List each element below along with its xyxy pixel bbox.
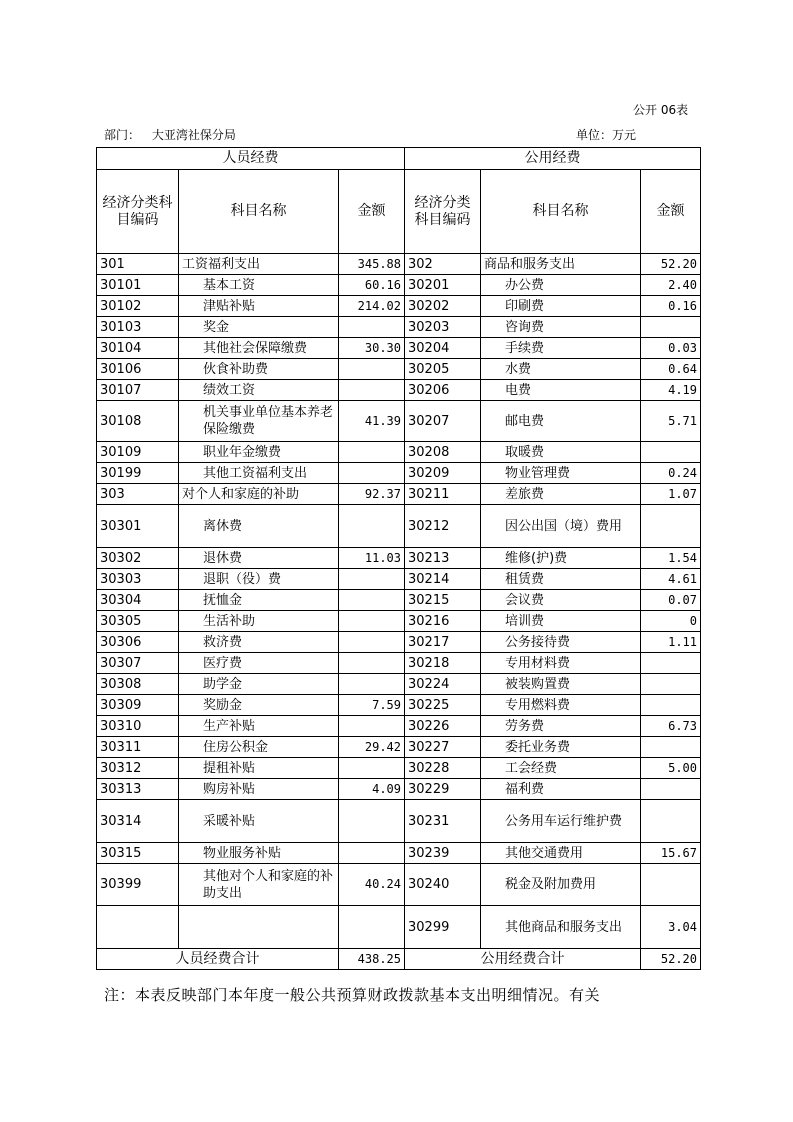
right-code: 30204 xyxy=(405,338,481,359)
right-name: 培训费 xyxy=(481,611,641,632)
right-code: 30228 xyxy=(405,758,481,779)
right-amount xyxy=(641,505,701,548)
table-row xyxy=(97,296,701,317)
left-amount: 60.16 xyxy=(339,275,405,296)
left-amount: 40.24 xyxy=(339,864,405,906)
left-name: 医疗费 xyxy=(179,653,339,674)
left-name: 工资福利支出 xyxy=(179,254,339,275)
left-name: 退职（役）费 xyxy=(179,569,339,590)
right-amount: 0.64 xyxy=(641,359,701,380)
left-code: 30101 xyxy=(97,275,179,296)
left-code: 30103 xyxy=(97,317,179,338)
right-amount xyxy=(641,674,701,695)
left-code: 30304 xyxy=(97,590,179,611)
right-name: 劳务费 xyxy=(481,716,641,737)
right-name: 福利费 xyxy=(481,779,641,800)
right-code: 302 xyxy=(405,254,481,275)
left-amount xyxy=(339,611,405,632)
right-name: 电费 xyxy=(481,380,641,401)
right-code: 30209 xyxy=(405,463,481,484)
left-code: 30312 xyxy=(97,758,179,779)
right-amount: 0.07 xyxy=(641,590,701,611)
left-name: 生产补贴 xyxy=(179,716,339,737)
department-label: 部门： xyxy=(104,128,141,142)
right-code: 30215 xyxy=(405,590,481,611)
left-name: 奖励金 xyxy=(179,695,339,716)
right-name: 专用燃料费 xyxy=(481,695,641,716)
left-name: 其他对个人和家庭的补助支出 xyxy=(179,864,339,906)
total-personnel-amount: 438.25 xyxy=(339,949,405,970)
left-code: 301 xyxy=(97,254,179,275)
right-amount: 5.71 xyxy=(641,401,701,442)
left-name: 助学金 xyxy=(179,674,339,695)
table-row xyxy=(97,505,701,548)
left-name: 退休费 xyxy=(179,548,339,569)
left-amount xyxy=(339,442,405,463)
right-amount: 4.19 xyxy=(641,380,701,401)
table-row xyxy=(97,695,701,716)
table-row xyxy=(97,275,701,296)
table-row xyxy=(97,864,701,906)
left-amount: 11.03 xyxy=(339,548,405,569)
right-code: 30231 xyxy=(405,800,481,843)
table-row xyxy=(97,569,701,590)
left-name: 离休费 xyxy=(179,505,339,548)
right-code: 30229 xyxy=(405,779,481,800)
department-name: 大亚湾社保分局 xyxy=(151,128,236,142)
left-name: 其他社会保障缴费 xyxy=(179,338,339,359)
left-code: 30315 xyxy=(97,843,179,864)
col-header-code-right: 经济分类科目编码 xyxy=(405,170,481,254)
right-amount: 1.54 xyxy=(641,548,701,569)
left-code: 30308 xyxy=(97,674,179,695)
table-row xyxy=(97,254,701,275)
right-amount: 52.20 xyxy=(641,254,701,275)
right-name: 委托业务费 xyxy=(481,737,641,758)
left-name: 物业服务补贴 xyxy=(179,843,339,864)
right-amount: 2.40 xyxy=(641,275,701,296)
totals-row xyxy=(97,949,701,970)
right-code: 30211 xyxy=(405,484,481,505)
table-row xyxy=(97,674,701,695)
left-amount: 30.30 xyxy=(339,338,405,359)
total-public-label: 公用经费合计 xyxy=(405,949,641,970)
left-name: 救济费 xyxy=(179,632,339,653)
col-header-code: 经济分类科目编码 xyxy=(97,170,179,254)
table-row xyxy=(97,401,701,442)
col-header-name-right: 科目名称 xyxy=(481,170,641,254)
left-code: 30107 xyxy=(97,380,179,401)
right-name: 咨询费 xyxy=(481,317,641,338)
left-amount: 4.09 xyxy=(339,779,405,800)
right-name: 水费 xyxy=(481,359,641,380)
right-code: 30214 xyxy=(405,569,481,590)
total-personnel-label: 人员经费合计 xyxy=(97,949,339,970)
right-code: 30217 xyxy=(405,632,481,653)
table-row xyxy=(97,758,701,779)
right-name: 邮电费 xyxy=(481,401,641,442)
right-code: 30212 xyxy=(405,505,481,548)
table-row xyxy=(97,843,701,864)
table-row xyxy=(97,737,701,758)
left-code: 30399 xyxy=(97,864,179,906)
right-code: 30203 xyxy=(405,317,481,338)
table-row xyxy=(97,590,701,611)
left-name: 伙食补助费 xyxy=(179,359,339,380)
group-header-public: 公用经费 xyxy=(405,148,701,170)
right-amount: 4.61 xyxy=(641,569,701,590)
left-name: 绩效工资 xyxy=(179,380,339,401)
left-code: 30302 xyxy=(97,548,179,569)
table-row xyxy=(97,484,701,505)
expenditure-table xyxy=(96,147,701,970)
left-code: 30199 xyxy=(97,463,179,484)
right-code: 30202 xyxy=(405,296,481,317)
left-amount: 345.88 xyxy=(339,254,405,275)
left-name: 住房公积金 xyxy=(179,737,339,758)
right-name: 其他交通费用 xyxy=(481,843,641,864)
left-amount xyxy=(339,569,405,590)
left-name: 职业年金缴费 xyxy=(179,442,339,463)
right-amount xyxy=(641,779,701,800)
right-code: 30227 xyxy=(405,737,481,758)
col-header-name: 科目名称 xyxy=(179,170,339,254)
right-name: 其他商品和服务支出 xyxy=(481,906,641,949)
left-code: 30313 xyxy=(97,779,179,800)
right-amount: 0.03 xyxy=(641,338,701,359)
right-amount: 0 xyxy=(641,611,701,632)
left-amount xyxy=(339,380,405,401)
table-row xyxy=(97,653,701,674)
table-row xyxy=(97,463,701,484)
left-name: 购房补贴 xyxy=(179,779,339,800)
col-header-amount: 金额 xyxy=(339,170,405,254)
right-code: 30208 xyxy=(405,442,481,463)
left-code: 30309 xyxy=(97,695,179,716)
right-name: 租赁费 xyxy=(481,569,641,590)
right-code: 30224 xyxy=(405,674,481,695)
left-name xyxy=(179,906,339,949)
right-code: 30225 xyxy=(405,695,481,716)
right-name: 公务用车运行维护费 xyxy=(481,800,641,843)
right-code: 30206 xyxy=(405,380,481,401)
left-code: 30305 xyxy=(97,611,179,632)
right-name: 税金及附加费用 xyxy=(481,864,641,906)
left-code: 30311 xyxy=(97,737,179,758)
right-amount xyxy=(641,800,701,843)
table-row xyxy=(97,716,701,737)
right-amount: 1.11 xyxy=(641,632,701,653)
left-amount: 29.42 xyxy=(339,737,405,758)
total-public-amount: 52.20 xyxy=(641,949,701,970)
table-row xyxy=(97,779,701,800)
right-amount: 0.16 xyxy=(641,296,701,317)
left-amount xyxy=(339,653,405,674)
left-amount xyxy=(339,716,405,737)
left-name: 奖金 xyxy=(179,317,339,338)
right-name: 商品和服务支出 xyxy=(481,254,641,275)
right-code: 30240 xyxy=(405,864,481,906)
left-amount: 214.02 xyxy=(339,296,405,317)
table-row xyxy=(97,317,701,338)
right-name: 差旅费 xyxy=(481,484,641,505)
right-code: 30213 xyxy=(405,548,481,569)
table-row xyxy=(97,359,701,380)
right-amount xyxy=(641,737,701,758)
left-amount xyxy=(339,674,405,695)
right-amount xyxy=(641,653,701,674)
right-amount: 15.67 xyxy=(641,843,701,864)
group-header-personnel: 人员经费 xyxy=(97,148,405,170)
left-code: 30303 xyxy=(97,569,179,590)
left-name: 生活补助 xyxy=(179,611,339,632)
table-row xyxy=(97,611,701,632)
right-name: 会议费 xyxy=(481,590,641,611)
right-amount xyxy=(641,695,701,716)
right-amount: 1.07 xyxy=(641,484,701,505)
left-name: 提租补贴 xyxy=(179,758,339,779)
left-amount xyxy=(339,359,405,380)
left-name: 抚恤金 xyxy=(179,590,339,611)
left-code: 30106 xyxy=(97,359,179,380)
right-name: 工会经费 xyxy=(481,758,641,779)
left-code: 30310 xyxy=(97,716,179,737)
left-code: 303 xyxy=(97,484,179,505)
left-code xyxy=(97,906,179,949)
right-name: 物业管理费 xyxy=(481,463,641,484)
table-row xyxy=(97,906,701,949)
left-amount xyxy=(339,632,405,653)
right-amount: 0.24 xyxy=(641,463,701,484)
left-amount xyxy=(339,590,405,611)
right-name: 被装购置费 xyxy=(481,674,641,695)
left-name: 对个人和家庭的补助 xyxy=(179,484,339,505)
right-code: 30226 xyxy=(405,716,481,737)
left-code: 30102 xyxy=(97,296,179,317)
right-code: 30218 xyxy=(405,653,481,674)
unit-label: 单位：万元 xyxy=(576,128,637,142)
left-amount xyxy=(339,758,405,779)
right-name: 因公出国（境）费用 xyxy=(481,505,641,548)
left-amount xyxy=(339,800,405,843)
left-amount xyxy=(339,317,405,338)
left-amount xyxy=(339,906,405,949)
left-amount: 41.39 xyxy=(339,401,405,442)
right-code: 30207 xyxy=(405,401,481,442)
left-name: 采暖补贴 xyxy=(179,800,339,843)
right-code: 30216 xyxy=(405,611,481,632)
left-name: 其他工资福利支出 xyxy=(179,463,339,484)
table-row xyxy=(97,632,701,653)
right-amount: 6.73 xyxy=(641,716,701,737)
left-code: 30301 xyxy=(97,505,179,548)
left-amount: 7.59 xyxy=(339,695,405,716)
right-code: 30299 xyxy=(405,906,481,949)
right-name: 取暖费 xyxy=(481,442,641,463)
left-name: 基本工资 xyxy=(179,275,339,296)
right-amount xyxy=(641,317,701,338)
table-row xyxy=(97,442,701,463)
right-name: 维修(护)费 xyxy=(481,548,641,569)
left-code: 30108 xyxy=(97,401,179,442)
left-amount xyxy=(339,505,405,548)
left-code: 30307 xyxy=(97,653,179,674)
left-code: 30109 xyxy=(97,442,179,463)
table-row xyxy=(97,380,701,401)
right-code: 30205 xyxy=(405,359,481,380)
left-code: 30306 xyxy=(97,632,179,653)
left-amount: 92.37 xyxy=(339,484,405,505)
form-number: 公开 06表 xyxy=(633,103,689,117)
right-code: 30239 xyxy=(405,843,481,864)
right-amount xyxy=(641,864,701,906)
table-row xyxy=(97,338,701,359)
table-row xyxy=(97,800,701,843)
left-amount xyxy=(339,463,405,484)
left-amount xyxy=(339,843,405,864)
right-code: 30201 xyxy=(405,275,481,296)
left-name: 机关事业单位基本养老保险缴费 xyxy=(179,401,339,442)
right-amount xyxy=(641,442,701,463)
left-code: 30104 xyxy=(97,338,179,359)
footnote: 注：本表反映部门本年度一般公共预算财政拨款基本支出明细情况。有关 xyxy=(104,986,601,1004)
right-amount: 3.04 xyxy=(641,906,701,949)
right-name: 印刷费 xyxy=(481,296,641,317)
left-name: 津贴补贴 xyxy=(179,296,339,317)
left-code: 30314 xyxy=(97,800,179,843)
right-name: 办公费 xyxy=(481,275,641,296)
right-name: 专用材料费 xyxy=(481,653,641,674)
right-amount: 5.00 xyxy=(641,758,701,779)
department-line xyxy=(104,126,236,143)
col-header-amount-right: 金额 xyxy=(641,170,701,254)
table-row xyxy=(97,548,701,569)
right-name: 手续费 xyxy=(481,338,641,359)
right-name: 公务接待费 xyxy=(481,632,641,653)
